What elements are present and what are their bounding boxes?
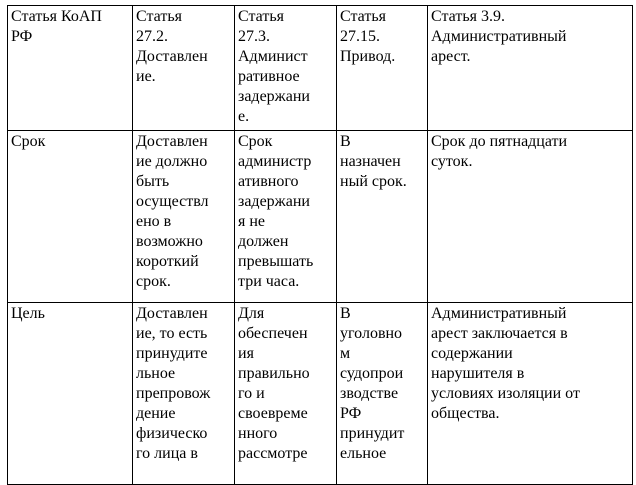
table-cell <box>133 303 235 485</box>
header-cell-detention <box>235 6 337 131</box>
header-cell-arrest <box>428 6 633 131</box>
header-text: Статья 27.3. Админист ративное задержани е. <box>238 8 310 125</box>
header-text: Статья 27.15. Привод. <box>340 8 396 65</box>
header-cell-delivery <box>133 6 235 131</box>
table-cell <box>133 131 235 303</box>
cell-text: Для обеспечен ия правильно го и своевреме нного рассмотре <box>238 305 310 462</box>
header-cell-article <box>8 6 133 131</box>
table-cell <box>337 303 428 485</box>
cell-text: В назначен ный срок. <box>340 133 407 190</box>
row-label: Срок <box>11 133 46 150</box>
table-header-row <box>8 6 633 131</box>
table-cell <box>235 131 337 303</box>
header-text: Статья 3.9. Административный арест. <box>431 8 567 65</box>
cell-text: Административный арест заключается в содержании нарушителя в условиях изоляции от общества. <box>431 305 580 422</box>
table-cell <box>337 131 428 303</box>
table-row <box>8 303 633 485</box>
table-cell <box>235 303 337 485</box>
table-cell <box>428 303 633 485</box>
table-cell <box>428 131 633 303</box>
row-label: Цель <box>11 305 45 322</box>
table-cell <box>8 131 133 303</box>
header-text: Статья КоАП РФ <box>11 8 102 45</box>
table-row <box>8 131 633 303</box>
header-text: Статья 27.2. Доставлен ие. <box>136 8 208 85</box>
header-cell-escort <box>337 6 428 131</box>
cell-text: Доставлен ие должно быть осуществл ено в возможно короткий срок. <box>136 133 209 290</box>
cell-text: Срок до пятнадцати суток. <box>431 133 568 170</box>
table-cell <box>8 303 133 485</box>
cell-text: В уголовно м судопрои зводстве РФ принудит ельное <box>340 305 405 462</box>
comparison-table <box>7 5 633 485</box>
cell-text: Срок администр ативного задержани я не должен превышать три часа. <box>238 133 314 290</box>
cell-text: Доставлен ие, то есть принудите льное препровож дение физическо го лица в <box>136 305 211 462</box>
